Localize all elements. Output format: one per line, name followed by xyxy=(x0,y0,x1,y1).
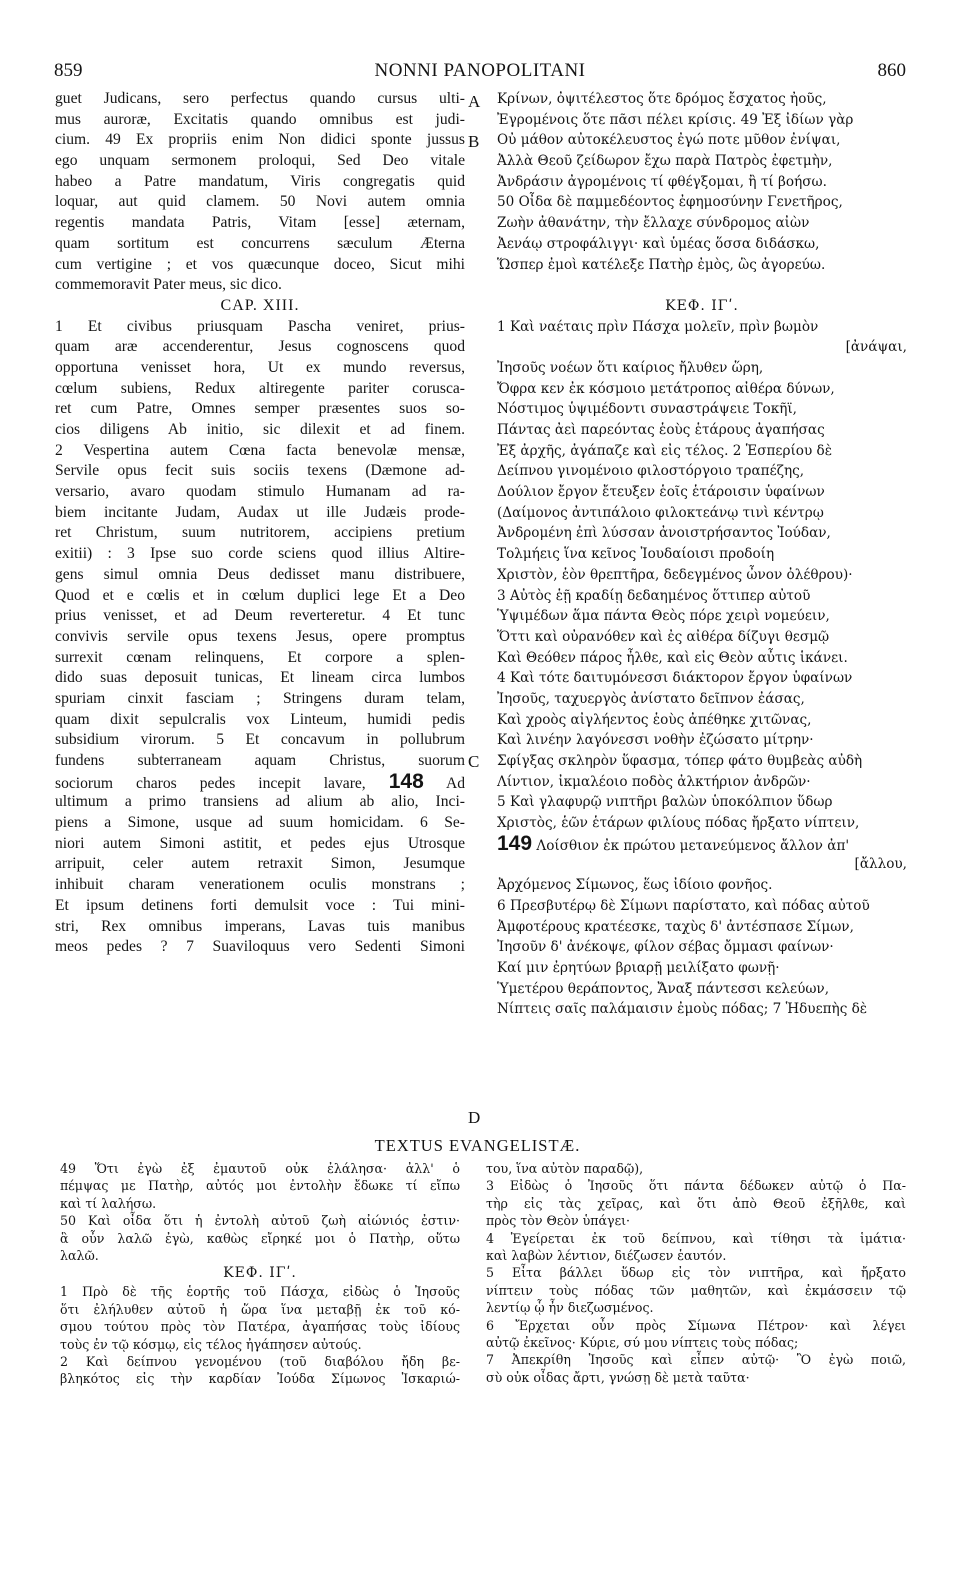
greek-chapter-heading: ΚΕΦ. ΙΓʹ. xyxy=(665,297,739,314)
greek-line: 6 Πρεσβυτέρῳ δὲ Σίμωνι παρίστατο, καὶ πόδας αὐτοῦ xyxy=(497,897,870,914)
textus-line: πέμψας με Πατὴρ, αὐτός μοι ἐντολὴν ἔδωκε τί εἴπω xyxy=(60,1178,460,1194)
latin-line: habeo a Patre mandatum, Viris congregatis quid xyxy=(55,172,465,190)
textus-line: καὶ τί λαλήσω. xyxy=(60,1195,157,1211)
latin-line-with-column-number xyxy=(55,769,465,793)
textus-line: 1 Πρὸ δὲ τῆς ἑορτῆς τοῦ Πάσχα, εἰδὼς ὁ Ἰησοῦς xyxy=(60,1284,460,1300)
latin-line: versario, avaro quodam stimulo Humanam ad ra- xyxy=(55,483,465,501)
latin-line: ret cum Patre, Omnes semper præsentes suos so- xyxy=(55,400,465,418)
greek-line: Ὄφρα κεν ἐκ κόσμοιο μετάτροπος αἰθέρα δύνων, xyxy=(497,380,835,397)
greek-line: Πάντας ἀεὶ παρεόντας ἑοὺς ἑτάρους ἀγαπήσας xyxy=(497,422,825,438)
greek-line: Λίντιον, ἰκμαλέοιο ποδὸς ἀλκτήριον ἀνδρῶν· xyxy=(497,773,811,790)
textus-line: αὐτῷ ἐκεῖνος· Κύριε, σύ μου νίπτεις τοὺς πόδας; xyxy=(486,1334,799,1350)
latin-line: inhibuit charam venerationem oculis monstrans ; xyxy=(55,876,465,894)
textus-line: τὴρ εἰς τὰς χεῖρας, καὶ ὅτι ἀπὸ Θεοῦ ἐξῆλθε, καὶ xyxy=(486,1195,906,1211)
greek-line: Καὶ Θεόθεν πάρος ἦλθε, καὶ εἰς Θεὸν αὖτις ἱκάνει. xyxy=(497,649,848,666)
latin-line: 2 Vespertina autem Cœna facta benevolæ mensæ, xyxy=(55,441,465,459)
latin-line: convivis servile opus texens Jesus, opere promptus xyxy=(55,627,465,645)
greek-line: Ἀενάῳ στροφάλιγγι· καὶ ὑμέας ὅσσα διδάσκω, xyxy=(497,235,820,252)
latin-column xyxy=(55,89,465,958)
greek-line: 3 Αὐτὸς ἑῇ κραδίῃ δεδαημένος ὅττιπερ αὐτοῦ xyxy=(497,587,811,604)
greek-line: Ὑψιμέδων ἅμα πάντα Θεὸς πόρε χειρὶ νομεύειν, xyxy=(497,608,830,625)
textus-line: 50 Καὶ οἶδα ὅτι ἡ ἐντολὴ αὐτοῦ ζωὴ αἰώνιός ἐστιν· xyxy=(60,1213,460,1229)
latin-chapter-heading: CAP. XIII. xyxy=(220,296,300,314)
greek-line: Τολμήεις ἵνα κεῖνος Ἰουδαίοισι προδοίη xyxy=(497,546,775,563)
greek-line: Καὶ χροὸς αἰγλήεντος ἑοὺς ἀπέθηκε χιτῶνας, xyxy=(497,711,812,728)
textus-line: 3 Εἰδὼς ὁ Ἰησοῦς ὅτι πάντα δέδωκεν αὐτῷ ὁ Πα- xyxy=(486,1178,906,1194)
greek-line: Οὐ μάθον αὐτοκέλευστος ἐγώ ποτε μῦθον ἐνίψαι, xyxy=(497,132,841,149)
textus-line: πρὸς τὸν Θεὸν ὑπάγει· xyxy=(486,1213,631,1229)
greek-line: 4 Καὶ τότε δαιτυμόνεσσι διάκτορον ἔργον ὑφαίνων xyxy=(497,670,853,687)
textus-line: 2 Καὶ δείπνου γενομένου (τοῦ διαβόλου ἤδη βε- xyxy=(60,1353,460,1369)
greek-line: (Δαίμονος ἀντιπάλοιο φιλοκτεάνῳ τινὶ κέντρῳ xyxy=(497,504,824,521)
latin-line: niori autem Simoni astitit, et pedes ejus Utrosque xyxy=(55,834,465,852)
page-number-right: 860 xyxy=(877,60,906,81)
latin-line: arripuit, celer autem retraxit Simon, Jesumque xyxy=(55,855,465,873)
greek-line: 5 Καὶ γλαφυρῷ νιπτῆρι βαλὼν ὑποκόλπιον ὕδωρ xyxy=(497,794,833,811)
column-number-149: 149 xyxy=(497,831,533,855)
latin-line: Et ipsum detinens forti demulsit voce : Tui mini- xyxy=(55,896,465,914)
section-marker-c: C xyxy=(468,752,480,771)
textus-line: ὅτι ἐλήλυθεν αὐτοῦ ἡ ὥρα ἵνα μεταβῇ ἐκ τοῦ κό- xyxy=(60,1301,460,1317)
latin-line: opportuna venisset hora, Ut ex mundo reversus, xyxy=(55,358,465,376)
textus-line: βληκότος εἰς τὴν καρδίαν Ἰούδα Σίμωνος Ἰσκαριώ- xyxy=(60,1371,460,1387)
latin-line: surrexit cœnam relinquens, Et corpore a splen- xyxy=(55,648,465,666)
latin-line: quam aræ accenderentur, Jesus cognoscens quod xyxy=(55,338,465,356)
textus-line: 49 Ὅτι ἐγὼ ἐξ ἐμαυτοῦ οὐκ ἐλάλησα· ἀλλ' ὁ xyxy=(60,1161,460,1176)
greek-line: Ὑμετέρου θεράποντος, Ἄναξ πάντεσσι κελεύων, xyxy=(497,980,830,997)
textus-line: λεντίῳ ᾧ ἦν διεζωσμένος. xyxy=(486,1300,654,1316)
textus-line: του, ἵνα αὐτὸν παραδῷ), xyxy=(486,1161,644,1176)
greek-line: Σφίγξας σκληρὸν ὕφασμα, τόπερ φάτο θυμβεὰς αὐδὴ xyxy=(497,753,863,769)
latin-line: stri, Rex omnibus imperans, Lavas tuis manibus xyxy=(55,917,465,935)
greek-line: Ἀνδράσιν ἀγρομένοις τί φθέγξομαι, ἢ τί βοήσω. xyxy=(497,173,827,190)
greek-line: Χριστὸς, ἑῶν ἑτάρων φιλίους πόδας ἤρξατο νίπτειν, xyxy=(497,815,860,832)
latin-line: quam dixit sepulcralis vox Linteum, humidi pedis xyxy=(55,710,465,728)
greek-line: Ἀρχόμενος Σίμωνος, ἕως ἰδίοιο φονῆος. xyxy=(497,877,773,894)
textus-line: λαλῶ. xyxy=(60,1247,99,1263)
latin-line: quam sortitum est concurrens sæculum Æterna xyxy=(55,234,465,252)
greek-line: Ὅττι καὶ οὐρανόθεν καὶ ἐς αἰθέρα δίζυγι θεσμῷ xyxy=(497,628,830,645)
greek-line-with-column-number xyxy=(497,831,907,855)
greek-line: Νόστιμος ὑψιμέδοντι συναστράψειε Τοκῆϊ, xyxy=(497,401,797,418)
latin-line: commemoravit Pater meus, sic dico. xyxy=(55,276,282,294)
latin-line: prius venisset, et ad Deum reverteretur. 4 Et tunc xyxy=(55,607,465,625)
latin-line: Servile opus fecit suis sociis texens (Dæmone ad- xyxy=(55,462,465,480)
greek-line: Ἰησοῦς νοέων ὅτι καίριος ἤλυθεν ὥρη, xyxy=(497,359,764,376)
textus-line: 7 Ἀπεκρίθη Ἰησοῦς καὶ εἶπεν αὐτῷ· Ὃ ἐγὼ ποιῶ, xyxy=(486,1352,906,1368)
greek-line-part: Λοίσθιον ἐκ πρώτου μετανεύμενος ἄλλον ἀπ' xyxy=(536,837,850,854)
greek-column xyxy=(497,89,907,1020)
greek-line: Νίπτεις σαῖς παλάμαισιν ἐμοὺς πόδας; 7 Ἡδυεπὴς δὲ xyxy=(497,1001,868,1018)
section-marker-d: D xyxy=(468,1108,481,1127)
textus-chapter-heading: ΚΕΦ. ΙΓʹ. xyxy=(223,1265,297,1282)
section-marker-b: B xyxy=(468,132,480,151)
textus-heading: TEXTUS EVANGELISTÆ. xyxy=(374,1136,581,1155)
latin-line: piens a Simone, usque ad suum homicidam. 6 Se- xyxy=(55,814,465,832)
latin-line-part: sociorum charos pedes incepit lavare, xyxy=(55,774,366,792)
textus-left-column xyxy=(60,1160,460,1388)
latin-line: fundens subterraneam aquam Christus, suorum xyxy=(55,752,465,769)
page-number-left: 859 xyxy=(54,60,83,81)
greek-line: Ἀμφοτέρους κρατέεσκε, ταχὺς δ' ἀντέσπασε Σίμων, xyxy=(497,918,854,935)
textus-line: 5 Εἶτα βάλλει ὕδωρ εἰς τὸν νιπτῆρα, καὶ ἤρξατο xyxy=(486,1265,906,1281)
greek-line: Δούλιον ἔργον ἔτευξεν ἑοῖς ἑτάροισιν ὑφαίνων xyxy=(497,484,825,501)
latin-line: loquar, aut quid clamem. 50 Novi autem omnia xyxy=(55,193,465,211)
greek-line: Δείπνου γινομένοιο φιλοστόργοιο τραπέζης, xyxy=(497,463,805,480)
latin-line: Quod et e cœlis et in cœlum duplici lege Et a Deo xyxy=(55,586,465,604)
latin-line: guet Judicans, sero perfectus quando cursus ulti- xyxy=(55,90,465,107)
latin-line: cios diligens Ab initio, sic dilexit et ad finem. xyxy=(55,421,465,438)
latin-line: cœlum subiens, Redux altiregente pariter corusca- xyxy=(55,379,465,397)
latin-line: ret Christum, suum nutritorem, accipiens pretium xyxy=(55,524,465,542)
greek-line: Καὶ λινέην λαγόνεσσι νοθὴν ἐζώσατο μίτρην· xyxy=(497,732,814,749)
latin-line: ego unquam sermonem proloqui, Sed Deo vitale xyxy=(55,152,465,170)
greek-line: 1 Καὶ ναέταις πρὶν Πάσχα μολεῖν, πρὶν βωμὸν xyxy=(497,318,819,335)
latin-line: biem incitante Judam, Audax ut ille Judæis prode- xyxy=(55,503,465,521)
greek-line-continuation: [ἄλλου, xyxy=(854,856,907,873)
greek-line: Ἰησοῦς, ταχυεργὸς ἀνίστατο δεῖπνον ἐάσας, xyxy=(497,690,805,707)
greek-line: Ἀλλὰ Θεοῦ ζείδωρον ἔχω παρὰ Πατρὸς ἐφετμὴν, xyxy=(497,153,833,170)
latin-line: mus auroræ, Excitatis quando omnibus est judi- xyxy=(55,110,465,128)
greek-line: Καί μιν ἐρητύων βριαρῇ μειλίξατο φωνῇ· xyxy=(497,959,780,976)
latin-line: ultimum a primo transiens ad alium ab alio, Inci- xyxy=(55,793,465,811)
textus-line: καὶ λαβὼν λέντιον, διέζωσεν ἑαυτόν. xyxy=(486,1247,727,1263)
textus-line: 6 Ἔρχεται οὖν πρὸς Σίμωνα Πέτρον· καὶ λέγει xyxy=(486,1317,906,1333)
greek-line: Χριστὸν, ἑὸν θρεπτῆρα, δεδεγμένος ὦνον ὀλέθρου)· xyxy=(497,566,853,583)
textus-right-column xyxy=(486,1160,906,1386)
greek-line: Ἰησοῦν δ' ἀνέκοψε, φίλον σέβας ὄμμασι φαίνων· xyxy=(497,939,834,956)
textus-line: ἃ οὖν λαλῶ ἐγὼ, καθὼς εἴρηκέ μοι ὁ Πατὴρ, οὕτω xyxy=(60,1230,460,1246)
greek-line: Ζωὴν ἀθανάτην, τὴν ἔλλαχε σύνδρομος αἰὼν xyxy=(497,215,810,232)
greek-line: Ἐξ ἀρχῆς, ἀγάπαζε καὶ εἰς τέλος. 2 Ἑσπερίου δὲ xyxy=(497,442,833,459)
latin-line: regentis mandata Patris, Vitam [esse] æternam, xyxy=(55,214,465,232)
greek-line: 50 Οἶδα δὲ παμμεδέοντος ἐφημοσύνην Γενετῆρος, xyxy=(497,194,843,211)
latin-line: cium. 49 Ex propriis enim Non didici sponte jussus xyxy=(55,131,465,149)
greek-line: Ἀνδρομένη ἐπὶ λύσσαν ἀνοιστρήσαντος Ἰούδαν, xyxy=(497,525,831,542)
textus-line: 4 Ἐγείρεται ἐκ τοῦ δείπνου, καὶ τίθησι τὰ ἱμάτια· xyxy=(486,1230,906,1246)
section-marker-a: A xyxy=(468,92,481,111)
running-title: NONNI PANOPOLITANI xyxy=(374,60,586,81)
latin-line: exitii) : 3 Ipse suo corde sciens quod illius Altire- xyxy=(55,545,465,563)
greek-line: Κρίνων, ὀψιτέλεστος ὅτε δρόμος ἔσχατος ἠοῦς, xyxy=(497,91,827,107)
column-number-148: 148 xyxy=(388,769,424,793)
latin-line: 1 Et civibus priusquam Pascha veniret, prius- xyxy=(55,317,465,335)
greek-line: Ἐγρομένοις ὅτε πᾶσι πέλει κρίσις. 49 Ἐξ ἰδίων γὰρ xyxy=(497,111,854,128)
textus-line: τοὺς ἐν τῷ κόσμῳ, εἰς τέλος ἠγάπησεν αὐτούς. xyxy=(60,1336,362,1352)
latin-line: cum vertigine ; et vos quæcunque doceo, Sicut mihi xyxy=(55,255,465,273)
latin-line: meos pedes ? 7 Suaviloquus vero Sedenti Simoni xyxy=(55,938,465,956)
greek-line-continuation: [ἀνάψαι, xyxy=(845,339,907,356)
latin-line-part: Ad xyxy=(445,774,465,792)
latin-line: subsidium virorum. 5 Et concavum in pollubrum xyxy=(55,731,465,749)
textus-line: σὺ οὐκ οἶδας ἄρτι, γνώσῃ δὲ μετὰ ταῦτα· xyxy=(486,1369,750,1385)
greek-line: Ὥσπερ ἐμοὶ κατέλεξε Πατὴρ ἐμὸς, ὣς ἀγορεύω. xyxy=(497,256,826,273)
latin-line: dido suas deposuit tunicas, Et lineam circa lumbos xyxy=(55,669,465,687)
textus-line: σμου τούτου πρὸς τὸν Πατέρα, ἀγαπήσας τοὺς ἰδίους xyxy=(60,1319,460,1335)
latin-line: gens simul omnia Deus dedisset manu distribuere, xyxy=(55,565,465,583)
latin-line: spuriam cinxit fasciam ; Stringens duram telam, xyxy=(55,689,465,707)
textus-line: νίπτειν τοὺς πόδας τῶν μαθητῶν, καὶ ἐκμάσσειν τῷ xyxy=(486,1282,906,1298)
running-head xyxy=(54,60,906,84)
